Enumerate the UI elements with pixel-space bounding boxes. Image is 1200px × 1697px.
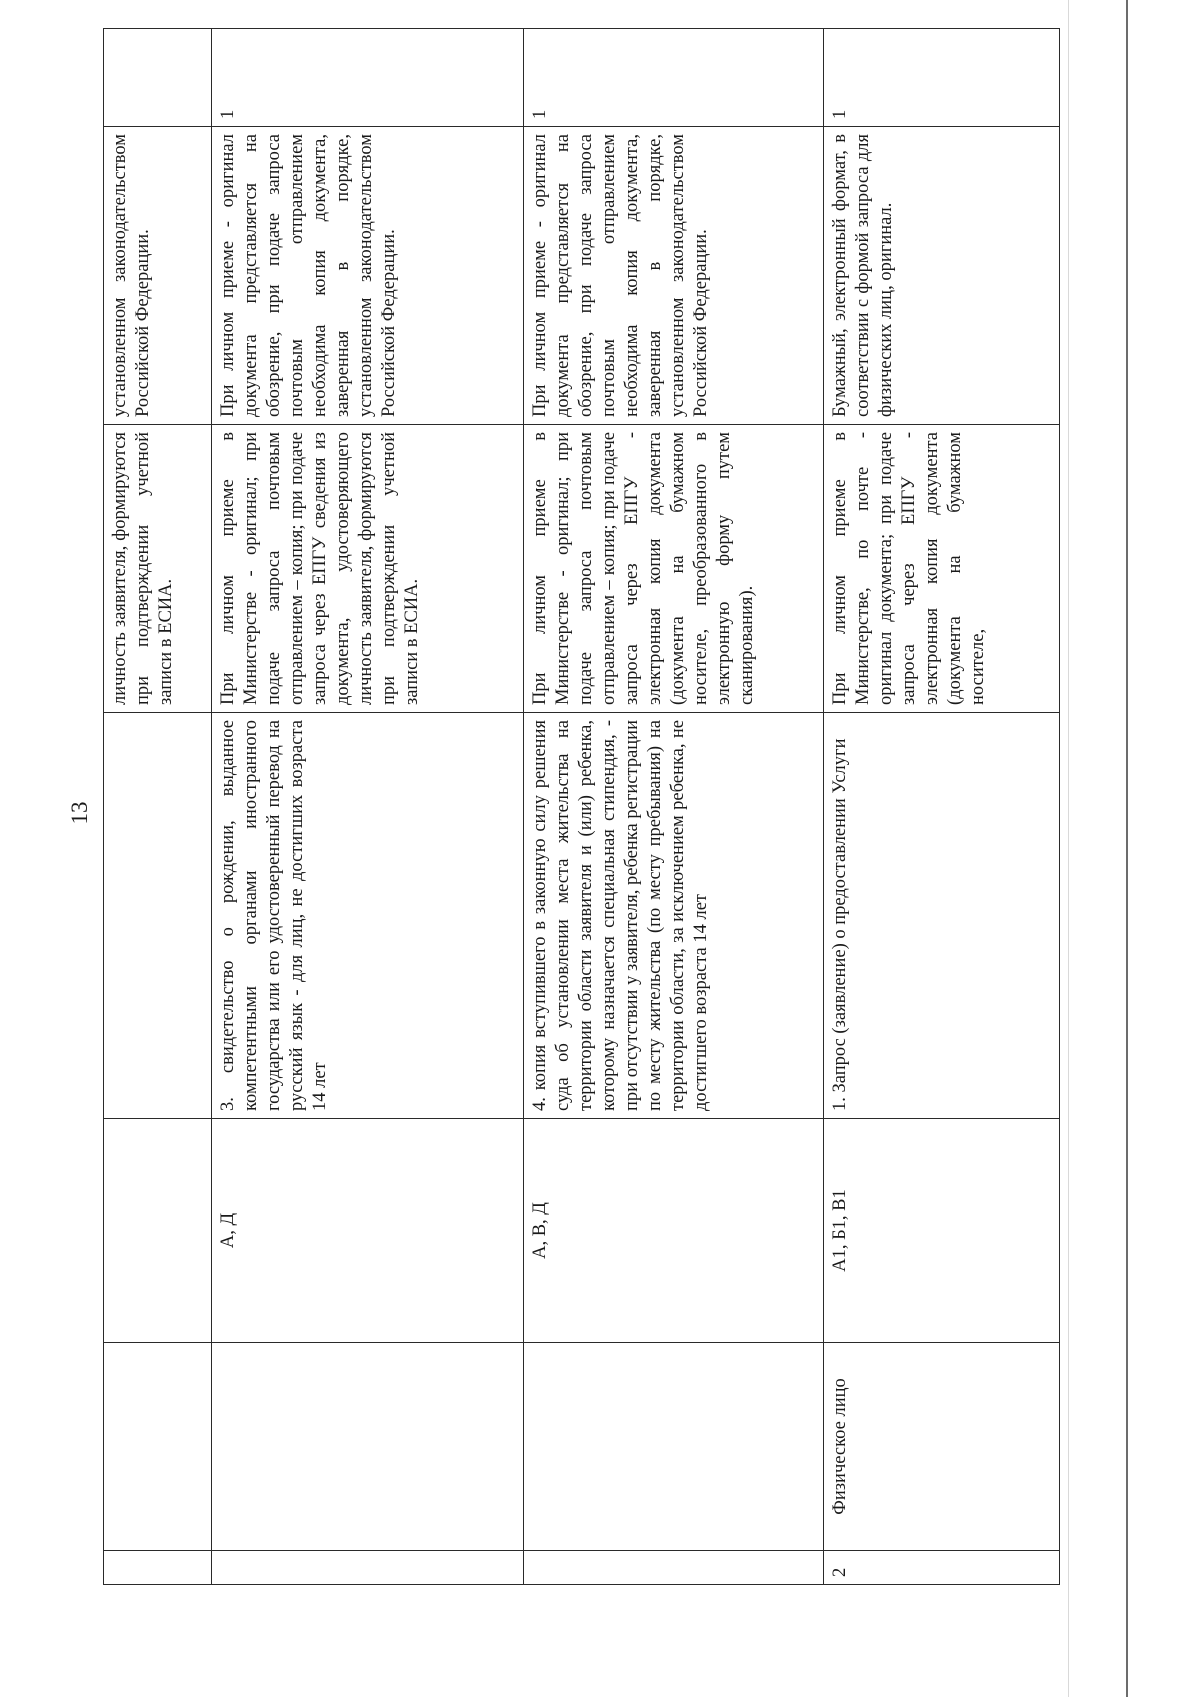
cell-submission-method: При личном приеме в Министерстве - оригинал; при подаче запроса почтовым отправлением – копия; при подаче запроса через ЕПГУ сведения из документа, удостоверяющего личность заявителя, формируются при подтверждении учетной записи в ЕСИА. <box>212 425 524 713</box>
cell-document-name <box>104 713 212 1119</box>
table-row <box>824 29 1060 1585</box>
documents-table <box>103 28 1060 1585</box>
cell-document-name: 1. Запрос (заявление) о предоставлении Услуги <box>824 713 1060 1119</box>
cell-applicant-codes: А, Д <box>212 1119 524 1343</box>
cell-submission-method: личность заявителя, формируются при подтверждении учетной записи в ЕСИА. <box>104 425 212 713</box>
cell-requirements: При личном приеме - оригинал документа представляется на обозрение, при подаче запроса почтовым отправлением необходима копия документа, заверенная в порядке, установленном законодательством Российской Федерации. <box>212 127 524 425</box>
table-row <box>212 29 524 1585</box>
page-number: 13 <box>67 801 92 825</box>
cell-requirements: установленном законодательством Российской Федерации. <box>104 127 212 425</box>
cell-count <box>104 29 212 127</box>
cell-document-name: 4. копия вступившего в законную силу решения суда об установлении места жительства на территории области заявителя и (или) ребенка, которому назначается специальная стипендия, - при отсутствии у заявителя, ребенка регистрации по месту жительства (по месту пребывания) на территории области, за исключением ребенка, не достигшего возраста 14 лет <box>524 713 824 1119</box>
cell-applicant-category <box>524 1343 824 1551</box>
cell-row-number <box>524 1551 824 1585</box>
cell-applicant-codes: А, В, Д <box>524 1119 824 1343</box>
cell-applicant-category: Физическое лицо <box>824 1343 1060 1551</box>
cell-applicant-codes <box>104 1119 212 1343</box>
cell-submission-method: При личном приеме в Министерстве - оригинал; при подаче запроса почтовым отправлением – копия; при подаче запроса через ЕПГУ - электронная копия документа (документа на бумажном носителе, преобразованного в электронную форму путем сканирования). <box>524 425 824 713</box>
cell-requirements: При личном приеме - оригинал документа представляется на обозрение, при подаче запроса почтовым отправлением необходима копия документа, заверенная в порядке, установленном законодательством Российской Федерации. <box>524 127 824 425</box>
cell-applicant-category <box>212 1343 524 1551</box>
cell-row-number <box>104 1551 212 1585</box>
table-row <box>524 29 824 1585</box>
rotated-table-frame <box>103 29 1067 1585</box>
cell-requirements: Бумажный, электронный формат, в соответствии с формой запроса для физических лиц, оригинал. <box>824 127 1060 425</box>
cell-row-number: 2 <box>824 1551 1060 1585</box>
cell-count: 1 <box>524 29 824 127</box>
table-row <box>104 29 212 1585</box>
cell-count: 1 <box>212 29 524 127</box>
cell-document-name: 3. свидетельство о рождении, выданное компетентными органами иностранного государства или его удостоверенный перевод на русский язык - для лиц, не достигших возраста 14 лет <box>212 713 524 1119</box>
cell-count: 1 <box>824 29 1060 127</box>
cell-row-number <box>212 1551 524 1585</box>
scan-edge-line <box>1126 0 1128 1697</box>
cell-applicant-category <box>104 1343 212 1551</box>
cell-submission-method: При личном приеме в Министерстве, по почте - оригинал документа; при подаче запроса через ЕПГУ - электронная копия документа (документа на бумажном носителе, <box>824 425 1060 713</box>
cell-applicant-codes: А1, Б1, В1 <box>824 1119 1060 1343</box>
scan-edge-faint <box>1068 0 1069 1697</box>
